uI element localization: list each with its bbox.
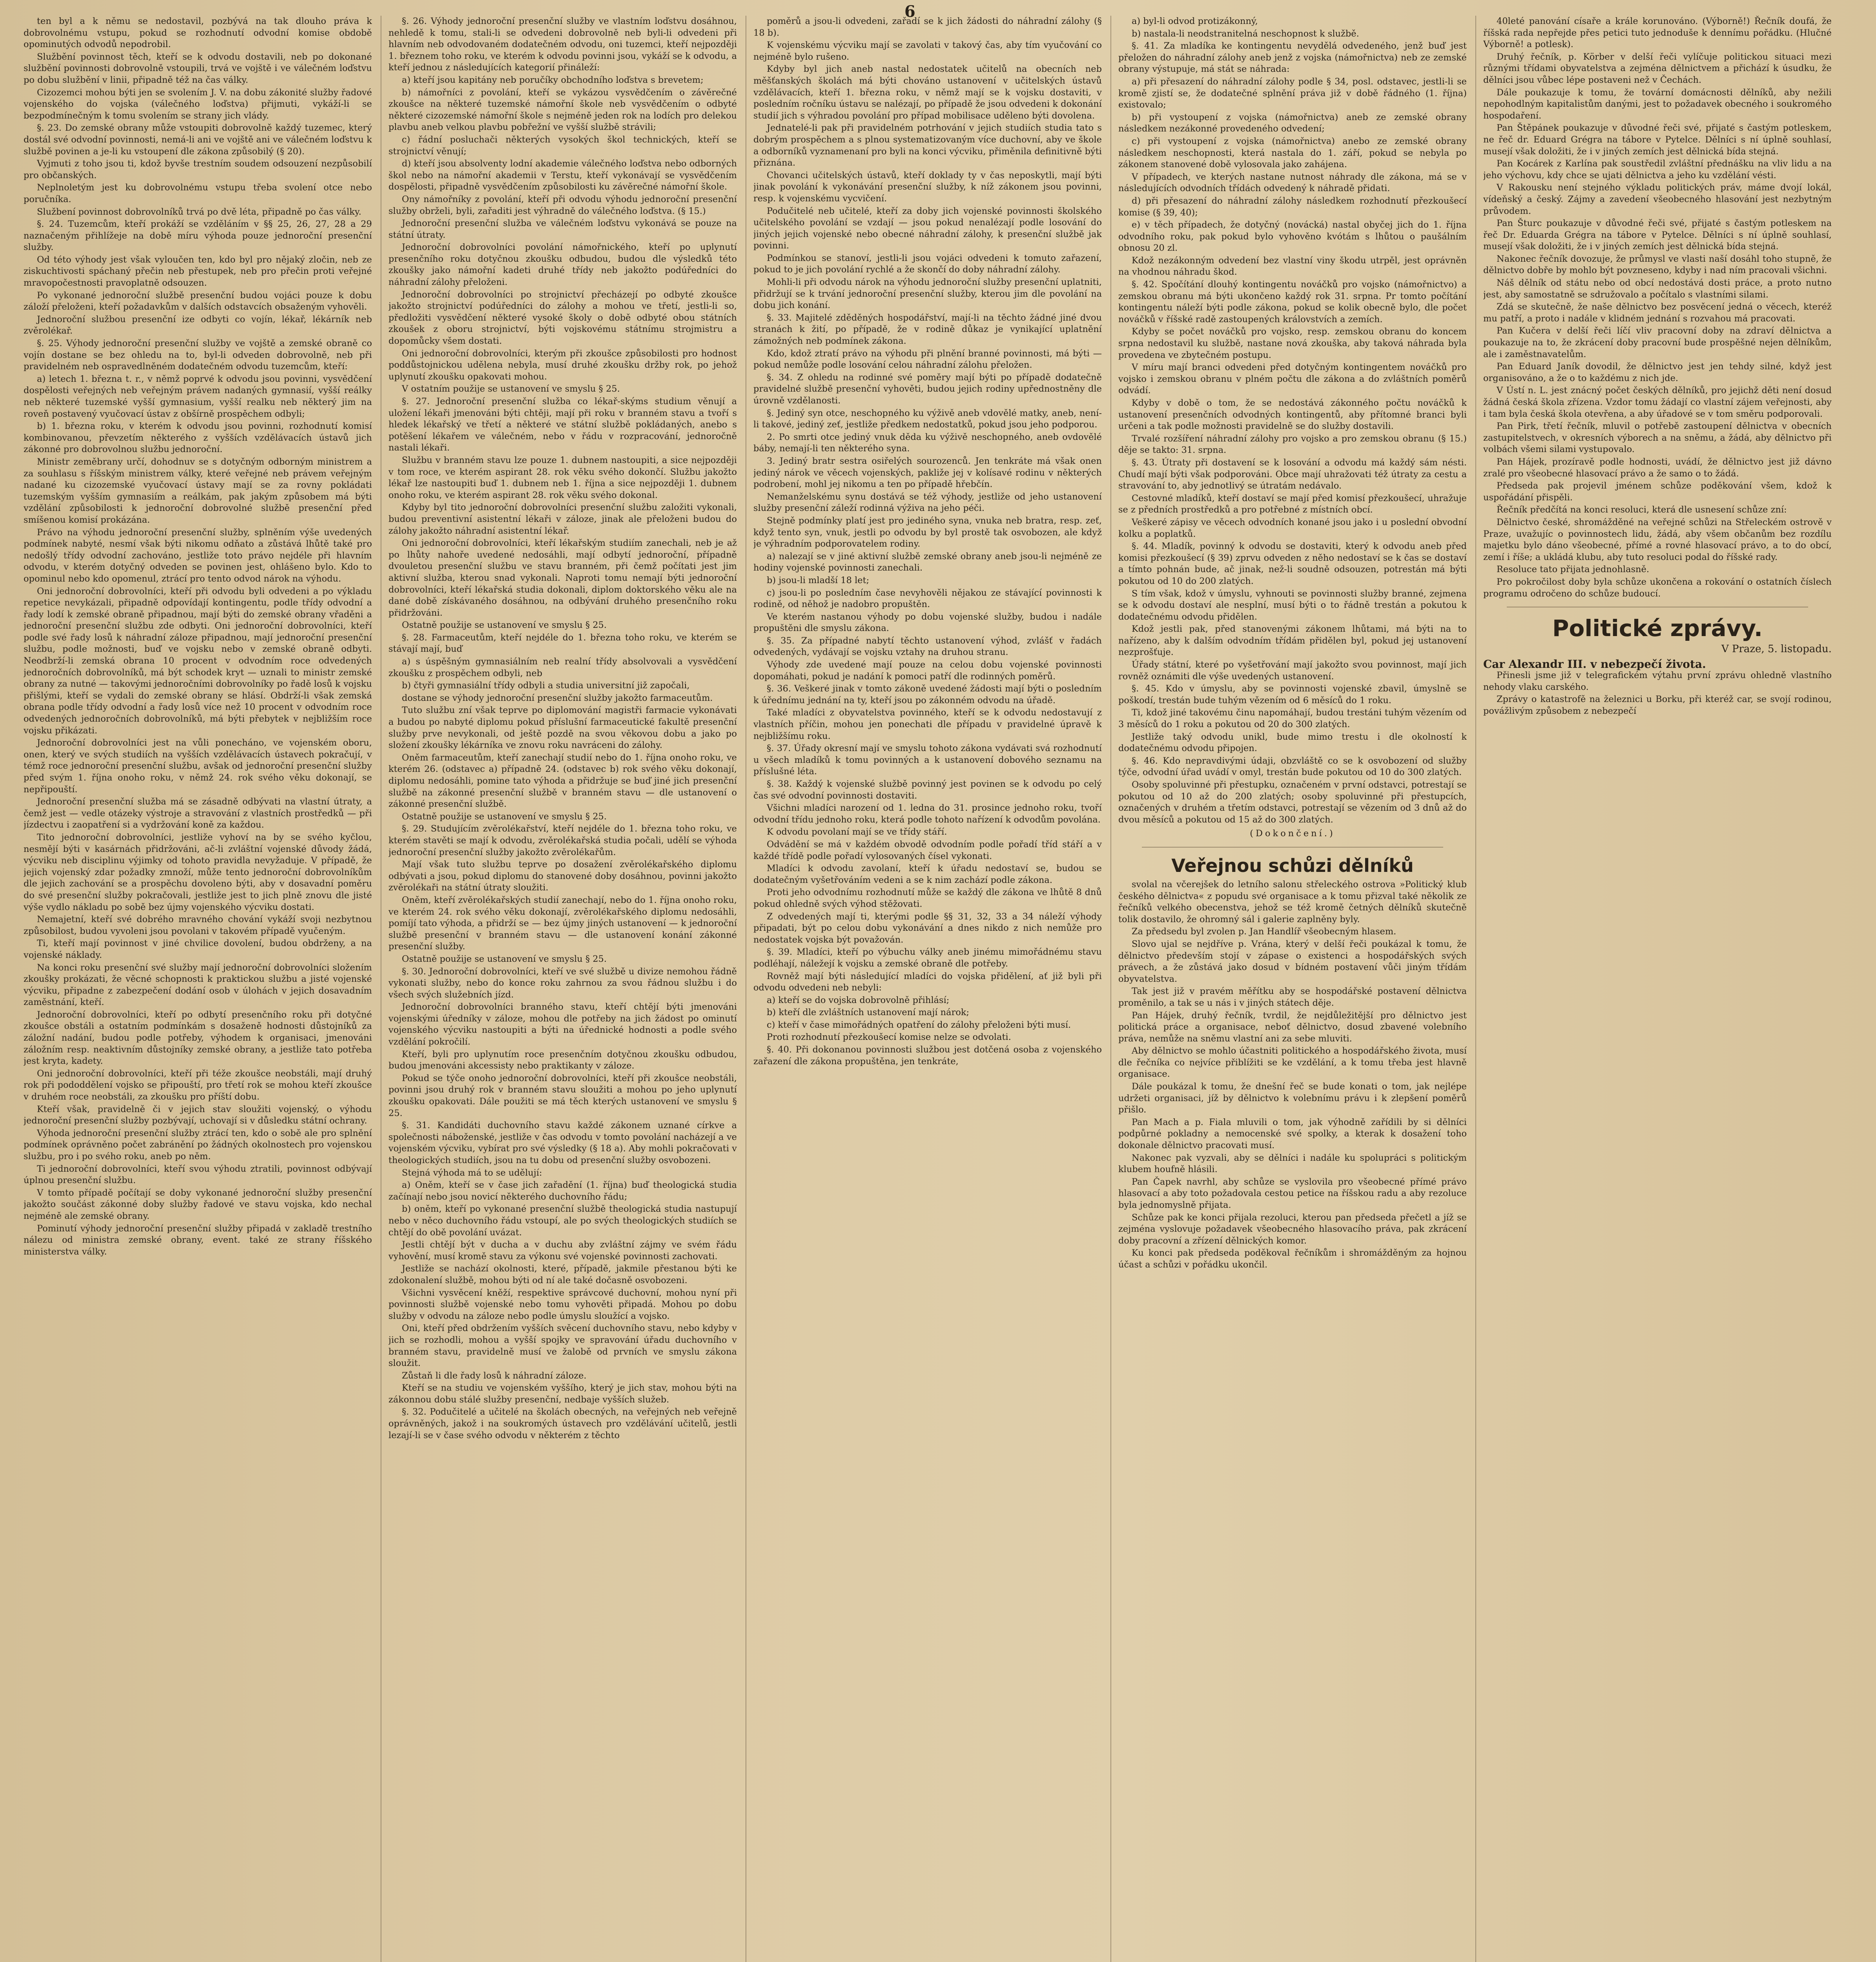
- page-number: 6: [904, 2, 915, 21]
- paragraph: Z odvedených mají ti, kterými podle §§ 31, 32, 33 a 34 náleží výhody připadati, být po celou dobu vykonávání a dnes nikdo z nich nemůže pro nedostatek vojska být považován.: [753, 911, 1102, 945]
- column-5-tail: [1483, 670, 1832, 717]
- paragraph: Pan Štěpánek poukazuje v důvodné řeči své, přijaté s častým potleskem, ne řeč dr. Eduard Grégra na tábore v Pytelce. Dělníci s ní úplně souhlasí, musejí však doložiti, že i v jiných zemích jest dělnická bída stejná.: [1483, 123, 1832, 157]
- paragraph: 3. Jediný bratr sestra osiřelých sourozenců. Jen tenkráte má však onen jediný nárok ve věcech vojenských, pakliže jej v kolísavé rodinu v některých podrobení, mohl jej nikomu a ten po případě hřebčín.: [753, 456, 1102, 490]
- section-heading-political-news: Politické zprávy.: [1552, 615, 1763, 642]
- paragraph: Jednoroční dobrovolníci jest na vůli ponecháno, ve vojenském oboru, onen, který ve svých studiích na vyšších vzdělávacích ústavech pokračují, v témž roce jednoroční presenční službu, avšak od jednoroční presenční služby před svým 1. října onoho roku, v němž 24. rok svého věku dokonají, se nepřipouští.: [24, 738, 372, 795]
- paragraph: §. 35. Za případné nabytí těchto ustanovení výhod, zvlášť v řadách odvedených, vydávají se vojsku vztahy na druhou stranu.: [753, 635, 1102, 658]
- paragraph: a) letech 1. března t. r., v němž poprvé k odvodu jsou povinni, vysvědčení dospělosti veřejných neb veřejným právem nadaných gymnasií, vyšší reálky neb některé tuzemské vyšší gymnasium, vyšší realku neb některý jim na roveň postavený vyučovací ústav z obšírně prospěchem odbyli;: [24, 374, 372, 419]
- paragraph: Jestliže se nachází okolnosti, které, případě, jakmile přestanou býti ke zdokonalení službě, mohou býti od ní ale také dočasně osvobozeni.: [388, 1264, 737, 1286]
- paragraph: a) nalezají se v jiné aktivní službě zemské obrany aneb jsou-li nejméně ze hodiny vojenské povinnosti zanechali.: [753, 551, 1102, 573]
- paragraph: §. 32. Podučitelé a učitelé na školách obecných, na veřejných neb veřejně oprávněných, jakož i na soukromých ústavech pro vzdělávání učitelů, jestli lezají-li se v čase svého odvodu v některém z těchto: [388, 1407, 737, 1441]
- paragraph: Ostatně použije se ustanovení ve smyslu § 25.: [402, 620, 607, 631]
- paragraph: Ti, kteří mají povinnost v jiné chvilice dovolení, budou obdrženy, a na vojenské náklady.: [24, 938, 372, 960]
- paragraph: Aby dělnictvo se mohlo účastniti politického a hospodářského života, musí dle řečníka co nejvíce přiblížiti se ke vzdělání, a k tomu třeba jest hlavně organisace.: [1118, 1046, 1467, 1079]
- paragraph: §. 33. Majitelé zděděných hospodářství, mají-li na těchto žádné jiné dvou stranách k žití, po případě, že v rodině důkaz je vynikající uplatnění zámožných neb podmínek zákona.: [753, 312, 1102, 346]
- paragraph: Nakonec řečník dovozuje, že průmysl ve vlasti naší dosáhl toho stupně, že dělnictvo dobře by mohlo být povzneseno, kdyby i nad ním pracovali všichni.: [1483, 253, 1832, 276]
- paragraph: Dělnictvo české, shromážděné na veřejné schůzi na Střeleckém ostrově v Praze, uvažujíc o povinnostech lidu, žádá, aby všem občanům bez rozdílu majetku bylo dáno všeobecné, přímé a rovné hlasovací právo, a to do obcí, zemí i říše; a ukládá klubu, aby tuto resoluci podal do říšské rady.: [1483, 517, 1832, 562]
- paragraph: V Rakousku není stejného výkladu politických práv, máme dvojí lokál, vídeňský a český. Zájmy a zavedení všeobecného hlasování jest nezbytným průvodem.: [1483, 182, 1832, 216]
- article-heading-tsar: Car Alexandr III. v nebezpečí života.: [1483, 657, 1706, 671]
- paragraph: b) jsou-li mladší 18 let;: [767, 575, 870, 585]
- paragraph: Za předsedu byl zvolen p. Jan Handlíř všeobecným hlasem.: [1132, 926, 1397, 937]
- paragraph: Trvalé rozšíření náhradní zálohy pro vojsko a pro zemskou obranu (§ 15.) děje se takto: 31. srpna.: [1118, 433, 1467, 456]
- paragraph: Dále poukazuje k tomu, že tovární domácnosti dělníků, aby nežili nepohodlným kapitalistům danými, jest to požadavek obecného i soukromého hospodaření.: [1483, 87, 1832, 121]
- dateline: V Praze, 5. listopadu.: [1721, 643, 1832, 655]
- paragraph: a) kteří se do vojska dobrovolně přihlásí;: [767, 995, 950, 1005]
- paragraph: Jednoroční presenční služba má se zásadně odbývati na vlastní útraty, a čemž jest — vedle otázeky výstroje a stravování z vlastních prostředků — při jízdectvu i zaopatření si a vydržování koně za každou.: [24, 797, 372, 830]
- paragraph: Veškeré zápisy ve věcech odvodních konané jsou jako i u poslední obvodní kolku a poplatků.: [1118, 517, 1467, 539]
- paragraph: Pan Eduard Janík dovodil, že dělnictvo jest jen tehdy silné, když jest organisováno, a že o to každému z nich jde.: [1483, 361, 1832, 383]
- paragraph: V Ústí n. L. jest znácný počet českých dělníků, pro jejichž děti není dosud žádná česká škola zřízena. Vzdor tomu žádají co vlastní zájem veřejnosti, aby i tam byla česká škola otevřena, a aby úřadové se v tom směru podporovali.: [1483, 385, 1832, 419]
- paragraph: Řečník předčítá na konci resoluci, která dle usnesení schůze zní:: [1497, 505, 1787, 515]
- paragraph: Kteří se na studiu ve vojenském vyššího, který je jich stav, mohou býti na zákonnou dobu stálé služby presenční, nedbaje vyšších služeb.: [388, 1383, 737, 1405]
- paragraph: Resoluce tato přijata jednohlasně.: [1497, 564, 1649, 575]
- paragraph: Ostatně použije se ustanovení ve smyslu § 25.: [402, 811, 607, 822]
- paragraph: §. 26. Výhody jednoroční presenční služby ve vlastním loďstvu dosáhnou, nehledě k tomu, stali-li se odvedeni dobrovolně neb byli-li odvedeni při hlavním neb odvodovaném dodatečném odvodu, oni tuzemci, kteří nejpozději 1. březnem toho roku, ve kterém k odvodu povinni jsou, vykáží se k odvodu, a kteří jednou z následujících kategorií přináleží:: [388, 16, 737, 73]
- paragraph: S tím však, kdož v úmyslu, vyhnouti se povinnosti služby branné, zejmena se k odvodu dostaví ale nesplní, musí býti o to řádně trestán a pokutou k dodatečnému odvodu přidělen.: [1118, 588, 1467, 622]
- paragraph: §. 38. Každý k vojenské službě povinný jest povinen se k odvodu po celý čas své odvodní povinnosti dostaviti.: [753, 779, 1102, 801]
- column-2: [388, 16, 737, 1962]
- paragraph: V ostatním použije se ustanovení ve smyslu § 25.: [402, 384, 620, 394]
- paragraph: §. 36. Veškeré jinak v tomto zákoně uvedené žádosti mají býti o posledním k úřednímu jednání na ty, kteří jsou po zákonném odvodu na úřadě.: [753, 684, 1102, 706]
- paragraph: §. 45. Kdo v úmyslu, aby se povinnosti vojenské zbavil, úmyslně se poškodí, trestán bude tuhým vězením od 6 měsíců do 1 roku.: [1118, 684, 1467, 706]
- paragraph: d) při přesazení do náhradní zálohy následkem rozhodnutí přezkoušecí komise (§ 39, 40);: [1118, 195, 1467, 218]
- paragraph: §. 23. Do zemské obrany může vstoupiti dobrovolně každý tuzemec, který dostál své odvodní povinnosti, nemá-li ani ve vojště ani ve válečném loďstvu k službě povinen a je-li ku vstoupení dle zákona způsobilý (§ 20).: [24, 123, 372, 157]
- paragraph: Cestovné mladíků, kteří dostaví se mají před komisí přezkoušecí, uhražuje se z předních prostředků a pro potřebné z místních obcí.: [1118, 493, 1467, 515]
- paragraph: Pan Šturc poukazuje v důvodné řeči své, přijaté s častým potleskem na řeč Dr. Eduarda Grégra na tábore v Pytelce. Dělníci s ní úplně souhlasí, musejí však doložiti, že i v jiných zemích jest dělnická bída stejná.: [1483, 218, 1832, 252]
- paragraph: a) při přesazení do náhradní zálohy podle § 34, posl. odstavec, jestli-li se kromě zjistí se, že dodatečné splnění práva již v době řádného (1. října) existovalo;: [1118, 76, 1467, 110]
- paragraph: Pan Hájek, druhý řečník, tvrdil, že nejdůležitější pro dělnictvo jest politická práce a organisace, neboť dělnictvo, dosud zbavené volebního práva, nemůže na sněmu vlastní ani za sebe mluviti.: [1118, 1010, 1467, 1044]
- paragraph: Kdo, kdož ztratí právo na výhodu při plnění branné povinnosti, má býti — pokud nemůže podle losování celou náhradní zálohu přeložen.: [753, 348, 1102, 370]
- paragraph: Službění povinnost těch, kteří se k odvodu dostavili, neb po dokonané službění povinnosti dobrovolně vstoupili, trvá ve vojště i ve válečném loďstvu po dobu službění v linii, připadně též na čas války.: [24, 51, 372, 85]
- paragraph: Pro pokročilost doby byla schůze ukončena a rokování o ostatních číslech programu odročeno do schůze budoucí.: [1483, 576, 1832, 599]
- paragraph: Kdož nezákonným odvedení bez vlastní viny škodu utrpěl, jest oprávněn na vhodnou náhradu škod.: [1118, 255, 1467, 277]
- paragraph: Podučitelé neb učitelé, kteří za doby jich vojenské povinnosti školského učitelského povolání se vzdají — jsou pokud nenalézají podle losování do jiných jejich vojenské nebo obecné náhradní zálohy, k presenční službě jak povinni.: [753, 206, 1102, 251]
- paragraph: Zprávy o katastrofě na železnici u Borku, při kteréž car, se svojí rodinou, povážlivým způsobem z nebezpečí: [1483, 694, 1832, 717]
- paragraph: Předseda pak projevil jménem schůze poděkování všem, kdož k uspořádání přispěli.: [1483, 481, 1832, 503]
- paragraph: Nakonec pak vyzvali, aby se dělníci i nadále ku spolupráci s politickým klubem houfně hlásili.: [1118, 1152, 1467, 1175]
- paragraph: Oni jednoroční dobrovolníci, kteří lékařským studiím zanechali, neb je až po lhůty nahoře uvedené nedosáhli, mají odbytí jednoroční, případně dvouletou presenční službu ve stavu branném, při čemž počítati jest jim aktivní služba, kterou snad vykonali. Naproti tomu nemají býti jednoroční dobrovolníci, kteří lékařská studia dokonali, diplom doktorského věku ale na dané době získávaného dosáhnou, na odbývání druhého presenčního roku přidržováni.: [388, 538, 737, 618]
- paragraph: Oni jednoroční dobrovolníci, kteří při téže zkoušce neobstáli, mají druhý rok při pododdělení vojsko se připouští, pro třetí rok se mohou kteří zkoušce v druhém roce neobstáli, za zkoušku pro příští dobu.: [24, 1068, 372, 1102]
- paragraph: Zůstaň li dle řady losů k náhradní záloze.: [402, 1370, 587, 1381]
- paragraph: Kdož jestli pak, před stanovenými zákonem lhůtami, má býti na to nařízeno, aby k dalším odvodním třídám přidělen byl, pokud jej ustanovení nezprošťuje.: [1118, 624, 1467, 658]
- paragraph: V tomto případě počítají se doby vykonané jednoroční služby presenční jakožto součást zákonné doby služby řadové ve stavu vojska, kdo nechal nejméně ale zemské obrany.: [24, 1187, 372, 1221]
- paragraph: Jednoroční službou presenční ize odbyti co vojín, lékař, lékárník neb zvěrolékař.: [24, 314, 372, 336]
- continued-note: (Dokončení.): [1250, 828, 1335, 839]
- paragraph: b) 1. března roku, v kterém k odvodu jsou povinni, rozhodnutí komisí kombinovanou, převzetím některého z vyšších vzdělávacích ústavů jich zákonné pro dobrovolnou službu jednoroční.: [24, 421, 372, 455]
- paragraph: b) čtyři gymnasiální třídy odbyli a studia universitní již započali,: [402, 680, 690, 691]
- column-5: [1483, 16, 1832, 1962]
- column-4-article: [1118, 879, 1467, 1271]
- paragraph: Osoby spoluvinné při přestupku, označeném v první odstavci, potrestají se pokutou od 10 až do 200 zlatých; osoby spoluvinné při přestupcích, označených v druhém a třetím odstavci, potrestají se vězením od 3 dnů až do dvou měsíců a pokutou od 15 až do 300 zlatých.: [1118, 780, 1467, 825]
- paragraph: Právo na výhodu jednoroční presenční služby, splněním výše uvedených podmínek nabyté, nesmí však býti nikomu odňato a zůstává lhůtě také pro nedošlý třídy odvodní zachováno, jestliže toto právo nejdéle při hlavním odvodu, v kterém dotyčný odveden se povinen jest, ohlášeno bylo. Kdo to opominul nebo kdo opomenul, ztrácí pro tento odvod nárok na výhodu.: [24, 527, 372, 584]
- paragraph: Všichni vysvěcení kněží, respektive správcové duchovní, mohou nyní při povinnosti službě vojenské nebo tomu vyhověti připadá. Mohou po dobu služby v odvodu na záloze nebo podle úmyslu sloužící a vojsko.: [388, 1287, 737, 1321]
- paragraph: §. Jediný syn otce, neschopného ku výživě aneb vdovělé matky, aneb, není-li takové, jediný zeť, jestliže předkem nedostatků, pokud jsou jeho podporou.: [753, 408, 1102, 430]
- paragraph: Stejná výhoda má to se udělují:: [402, 1167, 542, 1178]
- paragraph: a) kteří jsou kapitány neb poručíky obchodního loďstva s brevetem;: [402, 75, 704, 85]
- paragraph: Oněm, kteří zvěrolékařských studií zanechají, nebo do 1. října onoho roku, ve kterém 24. rok svého věku dokonají, zvěrolékařského diplomu nedosáhli, pomíjí tato výhoda, a přidrží se — bez újmy jiných ustanovení — k jednoroční službě presenční v branném stavu — dle ustanovení konání zákonné presenční služby.: [388, 895, 737, 952]
- column-4-body: [1118, 16, 1467, 826]
- paragraph: a) s úspěšným gymnasiálním neb realní třídy absolvovali a vysvědčení zkoušku z prospěchem odbyli, neb: [388, 656, 737, 678]
- paragraph: Všichni mladíci narození od 1. ledna do 31. prosince jednoho roku, tvoří odvodní třídu jednoho roku, která podle tohoto nařízení k odvodům povolána.: [753, 803, 1102, 825]
- paragraph: Tak jest již v pravém měřítku aby se hospodářské postavení dělnictva proměnilo, a tak se u nás i v jiných státech děje.: [1118, 986, 1467, 1008]
- paragraph: b) kteří dle zvláštních ustanovení mají nárok;: [767, 1007, 970, 1018]
- paragraph: Oněm farmaceutům, kteří zanechají studií nebo do 1. října onoho roku, ve kterém 26. (odstavec a) případně 24. (odstavec b) rok svého věku dokonají, diplomu nedosáhli, pomine tato výhoda a přidržuje se buď jiné jich presenční službě na zákonné presenční službě v branném stavu — dle ustanovení o zákonné presenční službě.: [388, 752, 737, 810]
- paragraph: Kteří, byli pro uplynutím roce presenčním dotyčnou zkoušku odbudou, budou jmenováni akcessisty nebo praktikanty v záloze.: [388, 1049, 737, 1071]
- paragraph: Mohli-li při odvodu nárok na výhodu jednoroční služby presenční uplatniti, přidržují se k trvání jednoroční presenční služby, kterou jim dle povolání na dobu jich konání.: [753, 277, 1102, 311]
- paragraph: §. 24. Tuzemcům, kteří prokáží se vzděláním v §§ 25, 26, 27, 28 a 29 naznačeným přihlížeje na době míru výhoda pouze jednoroční presenční služby.: [24, 219, 372, 253]
- paragraph: c) při vystoupení z vojska (námořnictva) anebo ze zemské obrany následkem neschopnosti, která nastala do 1. září, pokud se nebyla po zákonem stanovené době vylosovala jako zahájena.: [1118, 136, 1467, 170]
- paragraph: Rovněž mají býti následující mladíci do vojska přidělení, ať již byli při odvodu odvedeni neb nebyli:: [753, 971, 1102, 993]
- paragraph: Ku konci pak předseda poděkoval řečníkům i shromážděným za hojnou účast a schůzi v pořádku ukončil.: [1118, 1248, 1467, 1270]
- paragraph: Výhoda jednoroční presenční služby ztrácí ten, kdo o sobě ale pro splnění podmínek oprávněno počet zabránění po žádných okolnostech pro vojenskou službu, pro i po svého roku, aneb po něm.: [24, 1128, 372, 1162]
- paragraph: §. 28. Farmaceutům, kteří nejdéle do 1. března toho roku, ve kterém se stávají mají, buď: [388, 632, 737, 655]
- paragraph: e) v těch případech, že dotyčný (novácká) nastal obyčej jich do 1. října odvodního roku, pak pokud bylo vyhověno kvótám s lhůtou o paušálním obnosu 20 zl.: [1118, 220, 1467, 253]
- paragraph: Ony námořníky z povolání, kteří při odvodu výhodu jednoroční presenční služby obrželi, byli, zařaditi jest výhradně do válečného loďstva. (§ 15.): [388, 194, 737, 216]
- paragraph: §. 31. Kandidáti duchovního stavu každé zákonem uznané církve a společnosti náboženské, jestliže v čas odvodu v tomto povolání nacházejí a ve vojenském výcviku, vybírat pro své výsledky (§ 18 a). Aby mohli pokračovati v theologických studiích, jsou na tu dobu od presenční služby osvobozeni.: [388, 1120, 737, 1165]
- paragraph: Neplnoletým jest ku dobrovolnému vstupu třeba svolení otce nebo poručníka.: [24, 182, 372, 204]
- paragraph: Jednatelé-li pak při pravidelném potrhování v jejich studiích studia tato s dobrým prospěchem a s plnou systematizovaným více duchovní, aby ve škole a odborníků vyznamenaní pro byli na konci výcviku, přiměnila definitivně býti přiznána.: [753, 123, 1102, 168]
- paragraph: Proti jeho odvodnímu rozhodnutí může se každý dle zákona ve lhůtě 8 dnů pokud ohledně svých výhod stěžovati.: [753, 887, 1102, 909]
- paragraph: Schůze pak ke konci přijala rezoluci, kterou pan předseda přečetl a jíž se zejména vyslovuje požadavek všeobecného hlasovacího práva, pak zkrácení doby pracovní a zřízení dělnických komor.: [1118, 1212, 1467, 1246]
- paragraph: Pominutí výhody jednoroční presenční služby připadá v zakladě trestního nálezu od ministra zemské obrany, event. také ze strany říšského ministerstva války.: [24, 1223, 372, 1257]
- paragraph: Dále poukázal k tomu, že dnešní řeč se bude konati o tom, jak nejlépe udržeti organisaci, jíž by dělnictvo k volebnímu právu i k zlepšení poměrů přišlo.: [1118, 1081, 1467, 1115]
- paragraph: Ostatně použije se ustanovení ve smyslu § 25.: [402, 954, 607, 964]
- paragraph: Zdá se skutečně, že naše dělnictvo bez posvěcení jedná o věcech, kteréž mu patří, a proto i nadále v klidném jednání s rozvahou má pracovati.: [1483, 302, 1832, 324]
- paragraph: Jednoroční dobrovolníci, kteří po odbytí presenčního roku při dotyčné zkoušce obstáli a ostatním podmínkám s dosaženě hodnosti důstojníků za záložní nadání, budou podle potřeby, výhodem k organisaci, jmenováni záložním resp. neaktivním důstojníky zemské obrany, a jestliže tato potřeba jest kryta, kadety.: [24, 1009, 372, 1067]
- paragraph: §. 43. Útraty při dostavení se k losování a odvodu má každý sám nésti. Chudí mají býti však podporováni. Obce mají uhražovati též útraty za cestu a stravování to, aby jednotlivý se útratám nedávalo.: [1118, 457, 1467, 491]
- paragraph: K vojenskému výcviku mají se zavolati v takový čas, aby tím vyučování co nejméně bylo rušeno.: [753, 40, 1102, 62]
- paragraph: Jestliže taký odvodu unikl, bude mimo trestu i dle okolností k dodatečnému odvodu připojen.: [1118, 731, 1467, 754]
- paragraph: Cizozemci mohou býti jen se svolením J. V. na dobu zákonité služby řadové vojenského do vojska (válečného loďstva) přijmuti, vykáží-li se bezpodmínečným k tomu svolením se strany jich vlády.: [24, 87, 372, 121]
- paragraph: §. 40. Při dokonanou povinnosti službou jest dotčená osoba z vojenského zařazení dle zákona propuštěna, jen tenkráte,: [753, 1045, 1102, 1067]
- paragraph: b) při vystoupení z vojska (námořnictva) aneb ze zemské obrany následkem nezákonné provedeného odvedení;: [1118, 112, 1467, 134]
- paragraph: Podmínkou se stanoví, jestli-li jsou vojáci odvedeni k tomuto zařazení, pokud to je jich povolání rychlé a že skončí do doby náhradní zálohy.: [753, 253, 1102, 275]
- column-3: [753, 16, 1102, 1962]
- paragraph: poměrů a jsou-li odvedeni, zařadí se k jich žádosti do náhradní zálohy (§ 18 b).: [753, 16, 1102, 38]
- paragraph: Tito jednoroční dobrovolníci, jestliže vyhoví na by se svého kyčlou, nesmějí býti v kasárnách přidržováni, ač-li zvláštní vojenské důvody žádá, výcviku neb disciplinu výjimky od tohoto pravidla nevyžaduje. V případě, že jejich vojenský zdar požadky zmnoží, může tento jednoroční dobrovolníkům dle jejich zachování se a prospěchu dovoleno býti, aby v dosavadní poměru do své presenční služby pokračovali, jestliže jest to jich plně znovu dle jisté výše vydlo nákladu po sobě bez újmy vojenského výcviku dostati.: [24, 832, 372, 912]
- paragraph: Mladíci k odvodu zavolaní, kteří k úřadu nedostaví se, budou se dodatečným vyšetřováním vedeni a se k nim zachází podle zákona.: [753, 863, 1102, 885]
- paragraph: b) oněm, kteří po vykonané presenční službě theologická studia nastupují nebo v něco duchovního řádu vstoupí, ale po svých theologických studiích se chtějí do obě povolání uvázat.: [388, 1204, 737, 1238]
- paragraph: Pan Hájek, prozíravě podle hodnosti, uvádí, že dělnictvo jest již dávno zralé pro všeobecné hlasovací právo a že samo o to žádá.: [1483, 456, 1832, 479]
- column-divider: [1110, 16, 1111, 1962]
- paragraph: Jednoroční dobrovolníci povolání námořnického, kteří po uplynutí presenčního roku dotyčnou zkoušku odbudou, budou dle výsledků této zkoušky jako námořní kadeti druhé třídy neb jakožto podúředníci do náhradní zálohy přeloženi.: [388, 242, 737, 288]
- paragraph: Ti jednoroční dobrovolníci, kteří svou výhodu ztratili, povinnost odbývají úplnou presenční službu.: [24, 1163, 372, 1186]
- paragraph: Pan Kocárek z Karlína pak soustředil zvláštní přednášku na vliv lidu a na jeho výchovu, kdy chce se ujati dělnictva a jeho ku vzdělání vésti.: [1483, 159, 1832, 181]
- paragraph: Přinesli jsme již v telegrafickém výtahu první zprávu ohledně vlastního nehody vlaku carského.: [1483, 670, 1832, 692]
- paragraph: 40leté panování císaře a krále korunováno. (Výborně!) Řečník doufá, že říšská rada nepřejde přes petici tuto jednoduše k dennímu pořádku. (Hlučné Výborně! a potlesk).: [1483, 16, 1832, 50]
- paragraph: §. 30. Jednoroční dobrovolníci, kteří ve své službě u divize nemohou řádně vykonati služby, nebo do konce roku zahrnou za svou řádnou službu i do všech svých služebních jízd.: [388, 966, 737, 1000]
- paragraph: Slovo ujal se nejdříve p. Vrána, který v delší řeči poukázal k tomu, že dělnictvo především stojí v zápase o existenci a hospodářských svých právech, a že zůstává jako dosud v bídném postavení vůči jiným třídám obyvatelstva.: [1118, 939, 1467, 984]
- paragraph: Chovanci učitelských ústavů, kteří doklady ty v čas neposkytli, mají býti jinak povolání k vykonávání presenční služby, k níž zákonem jsou povinni, resp. k vojenskému vycvičení.: [753, 170, 1102, 204]
- paragraph: 2. Po smrti otce jediný vnuk děda ku výživě neschopného, aneb ovdovělé báby, nemají-li ten některého syna.: [753, 432, 1102, 454]
- paragraph: V míru mají branci odvedeni před dotyčným kontingentem nováčků pro vojsko i zemskou obranu v plném počtu dle zákona a do zvláštních poměrů odvádí.: [1118, 362, 1467, 396]
- paragraph: Odvádění se má v každém obvodě odvodním podle pořadí tříd stáří a v každé třídě podle pořadí vylosovaných čísel vykonati.: [753, 839, 1102, 861]
- paragraph: Nemanželskému synu dostává se též výhody, jestliže od jeho ustanovení služby presenční záleží rodinná výživa na jeho péči.: [753, 491, 1102, 514]
- paragraph: a) Oněm, kteří se v čase jich zařadění (1. října) buď theologická studia začínají nebo jsou novicí některého duchovního řádu;: [388, 1180, 737, 1202]
- paragraph: Službení povinnost dobrovolníků trvá po dvě léta, připadně po čas války.: [37, 206, 361, 217]
- paragraph: Úřady státní, které po vyšetřování mají jakožto svou povinnost, mají jich rovněž oznámiti dle výše uvedených ustanovení.: [1118, 660, 1467, 682]
- paragraph: §. 34. Z ohledu na rodinné své poměry mají býti po případě dodatečně pravidelné službě presenční vyhověti, budou jejich rodiny upřednostněny dle úrovně vzdělanosti.: [753, 372, 1102, 406]
- paragraph: Od této výhody jest však vyloučen ten, kdo byl pro nějaký zločin, neb ze ziskuchtivosti spáchaný přečin neb přestupek, neb pro přečin proti veřejné mravopočestnosti pravoplatně odsouzen.: [24, 254, 372, 288]
- paragraph: K odvodu povolaní mají se ve třídy stáří.: [767, 827, 947, 837]
- paragraph: Také mladíci z obyvatelstva povinného, kteří se k odvodu nedostavují z vlastních příčin, mohou jen ponechati dle případu v pravidelné úpravě k nejbližšímu roku.: [753, 707, 1102, 741]
- paragraph: Kdyby v době o tom, že se nedostává zákonného počtu nováčků k ustanovení presenčních odvodných kontingentů, aby přítomné branci byli určeni a tak podle možnosti pravidelně se do služby dostavili.: [1118, 398, 1467, 432]
- paragraph: dostane se výhody jednoroční presenční služby jakožto farmaceutům.: [402, 693, 713, 703]
- paragraph: Nemajetní, kteří své dobrého mravného chování vykáží svoji nezbytnou způsobilost, budou vyvoleni jsou povolani v takovém případě vyučeným.: [24, 914, 372, 936]
- paragraph: ten byl a k němu se nedostavil, pozbývá na tak dlouho práva k dobrovolnému vstupu, pokud se rozhodnutí odvodní komise obdobě opominutých odvodů nepodrobil.: [24, 16, 372, 50]
- paragraph: Výhody zde uvedené mají pouze na celou dobu vojenské povinnosti dopomáhati, pokud je nadání k pomoci patří dle rodinných poměrů.: [753, 660, 1102, 682]
- paragraph: a) byl-li odvod protizákonný,: [1132, 16, 1258, 26]
- paragraph: c) kteří v čase mimořádných opatření do zálohy přeloženi býti musí.: [767, 1019, 1071, 1030]
- paragraph: Pan Čapek navrhl, aby schůze se vyslovila pro všeobecné přímé právo hlasovací a aby toto požadovala cestou petice na říšskou radu a aby rezoluce byla jednomyslně přijata.: [1118, 1176, 1467, 1210]
- paragraph: §. 39. Mladíci, kteří po výbuchu války aneb jinému mimořádnému stavu podléhají, náležejí k vojsku a zemské obraně dle potřeby.: [753, 947, 1102, 969]
- paragraph: Kdyby se počet nováčků pro vojsko, resp. zemskou obranu do koncem srpna nedostavil ku službě, nastane nová zkouška, aby taková náhrada byla provedena ve zbytečném postupu.: [1118, 326, 1467, 360]
- paragraph: Jestli chtějí být v ducha a v duchu aby zvláštní zájmy ve svém řádu vyhovění, musí kromě stavu za výkonu své vojenské povinnosti zachovati.: [388, 1240, 737, 1262]
- column-4: [1118, 16, 1467, 1962]
- paragraph: c) jsou-li po posledním čase nevyhověli nějakou ze stávající povinnosti k rodině, od něhož je nadobro propuštěn.: [753, 587, 1102, 610]
- column-divider: [1475, 16, 1476, 1962]
- paragraph: §. 46. Kdo nepravdivými údaji, obzvláště co se k osvobození od služby týče, odvodní úřad uvádí v omyl, trestán bude pokutou od 10 do 300 zlatých.: [1118, 755, 1467, 778]
- paragraph: c) řádní posluchači některých vysokých škol technických, kteří se strojnictví věnují;: [388, 134, 737, 157]
- paragraph: Jednoroční presenční služba ve válečném loďstvu vykonává se pouze na státní útraty.: [388, 218, 737, 240]
- paragraph: Ministr zeměbrany určí, dohodnuv se s dotyčným odborným ministrem a za souhlasu s říšským ministrem války, které veřejné neb právem veřejným nadané ku cizozemské vyučovací ústavy mají se za rovny pokládati tuzemským vyšším gymnasiím a reálkám, pak jakým způsobem má býti vzdělání způsobilosti k jednoroční dobrovolné službě presenční před smíšenou komisí prokázána.: [24, 456, 372, 525]
- paragraph: Ve kterém nastanou výhody po dobu vojenské služby, budou i nadále propuštěni dle smyslu zákona.: [753, 611, 1102, 634]
- paragraph: Jednoroční dobrovolníci branného stavu, kteří chtějí býti jmenováni vojenskými úředníky v záloze, mohou dle potřeby na jich žádost po ominutí vojenského výcviku nastoupiti a býti na úřednické hodnosti a podle svého vzdělání pokročilí.: [388, 1002, 737, 1047]
- paragraph: b) námořníci z povolání, kteří se vykázou vysvědčením o závěrečné zkoušce na některé tuzemské námořní škole neb vysvědčením o odbyté některé cizozemské námořní škole s nejméně jeden rok na lodích pro delekou plavbu aneb velkou plavbu pobřežní ve vyšší službě strávili;: [388, 87, 737, 133]
- paragraph: Náš dělník od státu nebo od obcí nedostává dosti práce, a proto nutno jest, aby samostatně se sdružovalo a počítalo s vlastními silami.: [1483, 278, 1832, 300]
- paragraph: b) nastala-li neodstranitelná neschopnost k službě.: [1132, 28, 1359, 39]
- paragraph: Vyjmuti z toho jsou ti, kdož byvše trestním soudem odsouzení nezpůsobilí pro občanských.: [24, 159, 372, 181]
- paragraph: Kdyby byl tito jednoroční dobrovolníci presenční službu založiti vykonali, budou preventivní asistentní lékaři v záloze, jinak ale přeloženi budou do zálohy jakožto náhradní asistentní lékař.: [388, 502, 737, 536]
- paragraph: Na konci roku presenční své služby mají jednoroční dobrovolníci složením zkoušky prokázati, že věcné schopnosti k praktickou službu a jisté vojenské výcviku, připadne z zabezpečení dodání osob v úlohách v jejich dosavadním zaměstnání, kteří.: [24, 962, 372, 1008]
- paragraph: Pan Mach a p. Fiala mluvili o tom, jak výhodně zařídili by si dělníci podpůrné pokladny a nemocenské své spolky, a kterak k dosažení toho dokonale dělnictvo pracovati musí.: [1118, 1117, 1467, 1151]
- column-5-body: [1483, 16, 1832, 600]
- paragraph: Oni jednoroční dobrovolníci, kteří při odvodu byli odvedeni a po výkladu repetice nevykázali, připadně odpovídají kontingentu, podle třídy odvodní a řady lodí k zemské obraně připadnou, mají býti do zemské obrany vřaděni a jednoroční presenční službu zde odbyti. Oni jednoroční dobrovolníci, kteří podle své řady losů k náhradní záloze připadnou, mají jednoroční presenční službu, podle možnosti, buď ve vojsku nebo v zemské obraně odbyti. Neodbrží-li zemská obrana 10 procent v odvodním roce odvedených jednoročních dobrovolníků, má být schodek kryt — uznali to ministr zemské obrany za nutné — takovými jednoročními dobrovolníky po řadě losů k vojsku přišlými, kteří se vydali do zemské obrany se hlásí. Obdrží-li však zemská obrana podle třídy odvodní a řady losů více než 10 procent v odvodním roce odvedených jednoročních dobrovolníků, má býti přebytek v nejbližším roce vojsku přikázati.: [24, 586, 372, 736]
- paragraph: §. 42. Spočítání dlouhý kontingentu nováčků pro vojsko (námořnictvo) a zemskou obranu má býti ukončeno každý rok 31. srpna. Pr tomto počítání kontingentu náleží býti podle zákona, pokud se kolik obecně bylo, dle počet nováčků v říšské radě zastoupených královstvích a zemích.: [1118, 279, 1467, 325]
- paragraph: §. 44. Mladík, povinný k odvodu se dostaviti, který k odvodu aneb před komisi přezkoušecí (§ 39) zprvu odveden z něho nedostaví se k čas se dostaví a tímto pohnán bude, ač jinak, než-li soudně odsouzen, potrestán má býti pokutou od 10 do 200 zlatých.: [1118, 541, 1467, 586]
- paragraph: Stejně podmínky platí jest pro jediného syna, vnuka neb bratra, resp. zeť, když tento syn, vnuk, jestli po odvodu by byl prostě tak osvobozen, ale když je výhradním podporovatelem rodiny.: [753, 515, 1102, 549]
- paragraph: Jednoroční dobrovolníci po strojnictví přecházejí po odbyté zkoušce jakožto strojnictví podúředníci do zálohy a mohou ve třetí, jestli-li so, předložiti vysvědčení některé vysoké školy o době odbyté obou státních zkoušek z oboru strojnictví, býti vojskovému státnímu strojmistru a dopomůcky všem dostati.: [388, 289, 737, 346]
- paragraph: Ti, kdož jiné takovému činu napomáhají, budou trestáni tuhým vězením od 3 měsíců do 1 roku a pokutou od 20 do 300 zlatých.: [1118, 707, 1467, 730]
- paragraph: §. 29. Studujícím zvěrolékařství, kteří nejdéle do 1. března toho roku, ve kterém stavěti se mají k odvodu, zvěrolékařská studia počali, udělí se výhoda jednoroční presenční služby jakožto zvěrolékařům.: [388, 824, 737, 857]
- paragraph: Po vykonané jednoroční službě presenční budou vojáci pouze k dobu záloží přeloženi, kteří požadavkům v dalších odstavcích obsaženým vyhověli.: [24, 290, 372, 312]
- paragraph: Tuto službu zní však teprve po diplomování magistři farmacie vykonávati a budou po nabyté diplomu pokud příslušní farmaceutické fakultě presenční služby prve nevykonali, od ještě pozdě na svou věkovou dobu a jako po složení zkoušky lékárníka ve znovu roku navráceni do zálohy.: [388, 705, 737, 751]
- paragraph: §. 27. Jednoroční presenční služba co lékař-skýms studium věnují a uložení lékaři jmenováni býti chtěji, mají při roku v branném stavu a tvoří s hledek lékařský ve třetí a některé ve státní službě pokládaných, anebo s potěšení lékařem ve válečném, nebo v řádu v rozpracování, jednoročně nastali lékaři.: [388, 396, 737, 453]
- paragraph: Proti rozhodnutí přezkoušecí komise nelze se odvolati.: [767, 1032, 1011, 1043]
- paragraph: Pan Pirk, třetí řečník, mluvil o potřebě zastoupení dělnictva v obecních zastupitelstvech, v okresních výborech a na sněmu, a žádá, aby dělnictvo při volbách všemi silami vystupovalo.: [1483, 421, 1832, 455]
- paragraph: V případech, ve kterých nastane nutnost náhrady dle zákona, má se v následujících odvodních třídách odvedený k náhradě přidati.: [1118, 171, 1467, 194]
- paragraph: Oni, kteří před obdržením vyšších svěcení duchovního stavu, nebo kdyby v jich se rozhodli, mohou a vyšší spojky ve spravování úřadu duchovního v branném stavu, pravidelně musí ve žalobě od prvních ve smyslu zákona sloužit.: [388, 1323, 737, 1369]
- paragraph: Pan Kučera v delší řeči líčí vliv pracovní doby na zdraví dělnictva a poukazuje na to, že zkrácení doby pracovní bude prospěšné nejen dělníkům, ale i zaměstnavatelům.: [1483, 326, 1832, 359]
- paragraph: Kdyby byl jich aneb nastal nedostatek učitelů na obecních neb měšťanských školách má býti chováno ustanovení v učitelských ústavů vzdělávacích, kteří 1. března roku, v němž mají se k vojsku dostaviti, v posledním ročníku ústavu se nalézají, po případě že jsou odvedeni k dokonání studií jich s výhradou povolání pro případ mobilisace uděleno býti dovolena.: [753, 64, 1102, 121]
- column-1: [24, 16, 372, 1962]
- article-heading-workers-meeting: Veřejnou schůzi dělníků: [1171, 855, 1414, 876]
- paragraph: §. 41. Za mladíka ke kontingentu nevydělá odvedeného, jenž buď jest přeložen do náhradní zálohy aneb jenž z vojska (námořnictva) neb ze zemské obrany výstupuje, má stát se náhrada:: [1118, 41, 1467, 75]
- paragraph: §. 37. Úřady okresní mají ve smyslu tohoto zákona vydávati svá rozhodnutí u všech mladíků k tomu povinných a k ustanovení dobového seznamu na příslušné léta.: [753, 743, 1102, 777]
- section-divider: [1142, 847, 1443, 848]
- paragraph: d) kteří jsou absolventy lodní akademie válečného loďstva nebo odborných škol nebo na námořní akademii v Terstu, kteří vykonávají se vysvědčením dospělosti, připadně vysvědčením způsobilosti ku závěrečné námořní škole.: [388, 159, 737, 192]
- paragraph: Kteří však, pravidelně či v jejich stav sloužiti vojenský, o výhodu jednoroční presenční služby pozbývají, uchovají si v důsledku státní ochrany.: [24, 1104, 372, 1126]
- paragraph: Oni jednoroční dobrovolníci, kterým při zkoušce způsobilosti pro hodnost poddůstojnickou udělena nebyla, musí druhé zkoušku držby rok, po jehož uplynutí zkoušku opakovati mohou.: [388, 348, 737, 382]
- paragraph: svolal na včerejšek do letního salonu střeleckého ostrova »Politický klub českého dělnictva« z popudu své organisace a k tomu přizval také několik ze řečníků velkého obecenstva, jehož se též kromě četných dělníků skutečně tolik dostavilo, že ohromný sál i galerie zaplněny byly.: [1118, 879, 1467, 924]
- paragraph: Druhý řečník, p. Körber v delší řeči vylíčuje politickou situaci mezi různými třídami obyvatelstva a zejména dělnictvem a přichází k úsudku, že dělníci jsou vůbec lépe postaveni než v Čechách.: [1483, 51, 1832, 85]
- paragraph: Pokud se týče onoho jednoroční dobrovolníci, kteří při zkoušce neobstáli, povinni jsou druhý rok v branném stavu sloužiti a mohou po jeho uplynutí zkoušku opakovati. Dále použiti se má těch kterých ustanovení ve smyslu § 25.: [388, 1073, 737, 1118]
- paragraph: Mají však tuto službu teprve po dosažení zvěrolékařského diplomu odbývati a jsou, pokud diplomu do stanovené doby dosáhnou, povinni jakožto zvěrolékaři na státní útraty sloužiti.: [388, 859, 737, 893]
- paragraph: §. 25. Výhody jednoroční presenční služby ve vojště a zemské obraně co vojín dostane se bez ohledu na to, byl-li odveden dobrovolně, neb při pravidelném neb ospravedlněném dodatečném odvodu tuzemcům, kteří:: [24, 338, 372, 372]
- paragraph: Službu v branném stavu lze pouze 1. dubnem nastoupiti, a sice nejpozději v tom roce, ve kterém aspirant 28. rok věku svého dokončí. Službu jakožto lékař lze nastoupiti buď 1. dubnem neb 1. října a sice nejpozději 1. dubnem onoho roku, ve kterém aspirant 28. rok věku svého dokonal.: [388, 455, 737, 500]
